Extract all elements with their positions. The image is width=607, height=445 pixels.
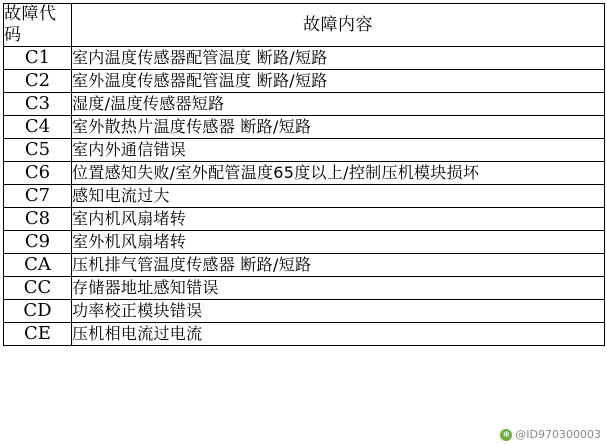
table-row: [4, 162, 605, 185]
fault-code: CA: [4, 254, 72, 277]
watermark: [500, 428, 601, 441]
fault-description: 室外散热片温度传感器 断路/短路: [72, 116, 605, 139]
table-row: [4, 300, 605, 323]
column-header-code: 故障代码: [4, 4, 72, 47]
fault-description: 室内温度传感器配管温度 断路/短路: [72, 47, 605, 70]
watermark-text: @ID970300003: [515, 428, 601, 441]
fault-code: C9: [4, 231, 72, 254]
table-row: [4, 323, 605, 346]
table-row: [4, 254, 605, 277]
fault-code: C5: [4, 139, 72, 162]
fault-code-table: [3, 3, 605, 346]
fault-description: 压机相电流过电流: [72, 323, 605, 346]
fault-code: CC: [4, 277, 72, 300]
fault-code: C6: [4, 162, 72, 185]
table-header-row: [4, 4, 605, 47]
fault-description: 感知电流过大: [72, 185, 605, 208]
table-row: [4, 116, 605, 139]
table-row: [4, 70, 605, 93]
table-row: [4, 93, 605, 116]
fault-code: CE: [4, 323, 72, 346]
column-header-content: 故障内容: [72, 4, 605, 47]
fault-description: 室内机风扇堵转: [72, 208, 605, 231]
fault-code: CD: [4, 300, 72, 323]
fault-code: C3: [4, 93, 72, 116]
fault-description: 位置感知失败/室外配管温度65度以上/控制压机模块损坏: [72, 162, 605, 185]
fault-code: C1: [4, 47, 72, 70]
table-row: [4, 47, 605, 70]
fault-description: 功率校正模块错误: [72, 300, 605, 323]
fault-code: C8: [4, 208, 72, 231]
table-row: [4, 185, 605, 208]
fault-description: 湿度/温度传感器短路: [72, 93, 605, 116]
table-row: [4, 277, 605, 300]
fault-code: C2: [4, 70, 72, 93]
table-row: [4, 139, 605, 162]
fault-description: 室内外通信错误: [72, 139, 605, 162]
leaf-icon: ✻: [500, 429, 512, 441]
fault-description: 压机排气管温度传感器 断路/短路: [72, 254, 605, 277]
table-row: [4, 208, 605, 231]
fault-description: 存储器地址感知错误: [72, 277, 605, 300]
fault-description: 室外机风扇堵转: [72, 231, 605, 254]
table-row: [4, 231, 605, 254]
fault-code: C4: [4, 116, 72, 139]
fault-description: 室外温度传感器配管温度 断路/短路: [72, 70, 605, 93]
fault-code: C7: [4, 185, 72, 208]
